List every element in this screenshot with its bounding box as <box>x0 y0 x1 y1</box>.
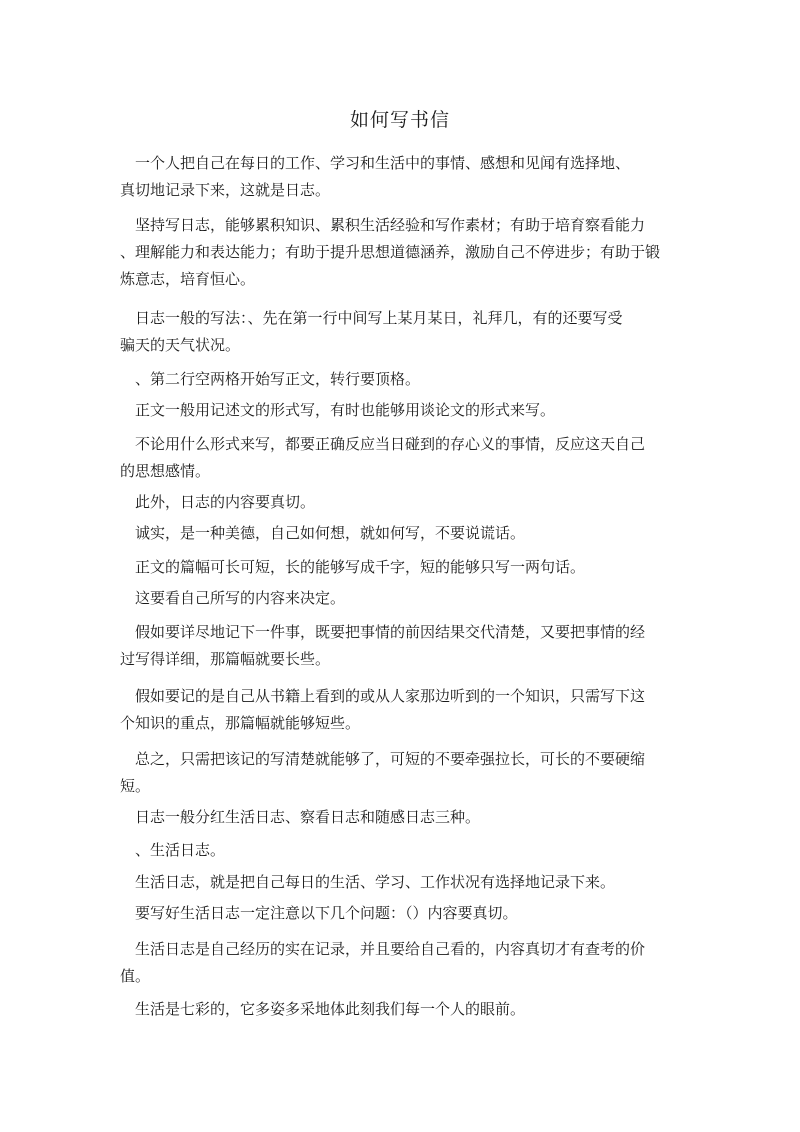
paragraph-line: 要写好生活日志一定注意以下几个问题：（）内容要真切。 <box>120 904 518 922</box>
paragraph-line: 总之，只需把该记的写清楚就能够了，可短的不要牵强拉长，可长的不要硬缩 <box>120 750 646 768</box>
paragraph-line: 短。 <box>120 777 151 795</box>
paragraph <box>120 397 660 424</box>
paragraph <box>120 746 660 800</box>
paragraph-line: 、生活日志。 <box>120 841 226 859</box>
paragraph-line: 炼意志，培育恒心。 <box>120 270 256 288</box>
paragraph <box>120 520 660 547</box>
paragraph-line: 过写得详细，那篇幅就要长些。 <box>120 650 331 668</box>
paragraph <box>120 150 660 204</box>
paragraph-line: 诚实，是一种美德，自己如何想，就如何写，不要说谎话。 <box>120 524 526 542</box>
paragraph <box>120 212 660 293</box>
paragraph-line: 日志一般分红生活日志、察看日志和随感日志三种。 <box>120 808 481 826</box>
paragraph-line: 骗天的天气状况。 <box>120 336 241 354</box>
paragraph-line: 值。 <box>120 967 151 985</box>
paragraph <box>120 554 660 581</box>
paragraph-line: 不论用什么形式来写，都要正确反应当日碰到的存心义的事情，反应这天自己 <box>120 435 646 453</box>
paragraph-line: 真切地记录下来，这就是日志。 <box>120 181 331 199</box>
paragraph-line: 、第二行空两格开始写正文，转行要顶格。 <box>120 370 421 388</box>
paragraph-line: 个知识的重点，那篇幅就能够短些。 <box>120 714 361 732</box>
paragraph <box>120 837 660 864</box>
paragraph-line: 、理解能力和表达能力；有助于提升思想道德涵养，激励自己不停进步；有助于锻 <box>120 243 661 261</box>
paragraph <box>120 936 660 990</box>
paragraph <box>120 585 660 612</box>
paragraph <box>120 366 660 393</box>
paragraph-line: 正文的篇幅可长可短，长的能够写成千字，短的能够只写一两句话。 <box>120 558 586 576</box>
document-title: 如何写书信 <box>349 109 450 131</box>
paragraph-line: 的思想感情。 <box>120 462 211 480</box>
paragraph <box>120 869 660 896</box>
paragraph-line: 假如要记的是自己从书籍上看到的或从人家那边听到的一个知识，只需写下这 <box>120 687 646 705</box>
paragraph-line: 生活日志是自己经历的实在记录，并且要给自己看的，内容真切才有查考的价 <box>120 940 646 958</box>
paragraph-line: 正文一般用记述文的形式写，有时也能够用谈论文的形式来写。 <box>120 401 556 419</box>
paragraph-line: 日志一般的写法：、先在第一行中间写上某月某日，礼拜几，有的还要写受 <box>120 309 623 327</box>
paragraph-line: 这要看自己所写的内容来决定。 <box>120 589 346 607</box>
paragraph <box>120 804 660 831</box>
paragraph <box>120 683 660 737</box>
paragraph <box>120 489 660 516</box>
paragraph-line: 此外，日志的内容要真切。 <box>120 493 316 511</box>
paragraph-line: 坚持写日志，能够累积知识、累积生活经验和写作素材；有助于培育察看能力 <box>120 216 646 234</box>
paragraph-line: 假如要详尽地记下一件事，既要把事情的前因结果交代清楚，又要把事情的经 <box>120 623 646 641</box>
paragraph <box>120 305 660 359</box>
paragraph <box>120 431 660 485</box>
paragraph-line: 生活日志，就是把自己每日的生活、学习、工作状况有选择地记录下来。 <box>120 873 616 891</box>
paragraph <box>120 619 660 673</box>
paragraph-line: 生活是七彩的，它多姿多采地体此刻我们每一个人的眼前。 <box>120 1000 526 1018</box>
paragraph <box>120 996 660 1023</box>
paragraph <box>120 900 660 927</box>
paragraph-line: 一个人把自己在每日的工作、学习和生活中的事情、感想和见闻有选择地、 <box>120 154 631 172</box>
